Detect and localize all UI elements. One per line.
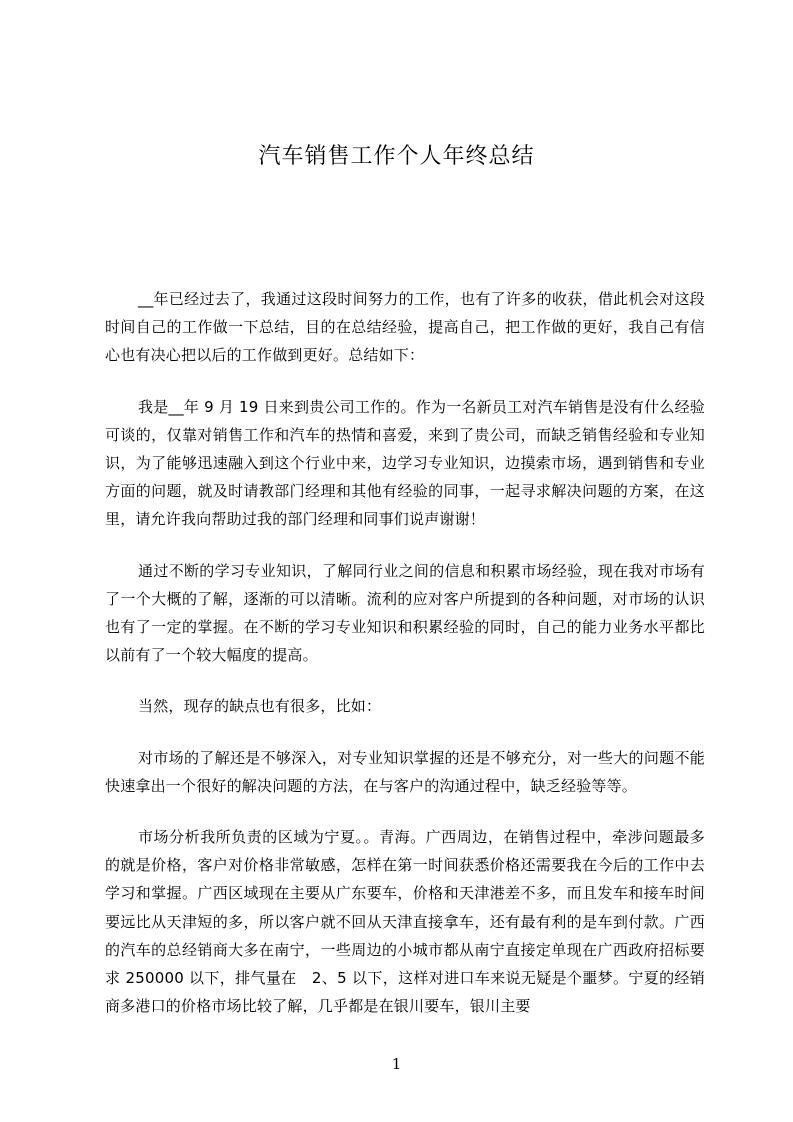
document-body [105, 285, 705, 1043]
paragraph-learning: 通过不断的学习专业知识，了解同行业之间的信息和积累市场经验，现在我对市场有了一个大概的了解，逐渐的可以清晰。流利的应对客户所提到的各种问题，对市场的认识也有了一定的掌握。在不断的学习专业知识和积累经验的同时，自己的能力业务水平都比以前有了一个较大幅度的提高。 [105, 561, 705, 665]
paragraph-joining: 我是__年 9 月 19 日来到贵公司工作的。作为一名新员工对汽车销售是没有什么经验可谈的，仅靠对销售工作和汽车的热情和喜爱，来到了贵公司，而缺乏销售经验和专业知识，为了能够迅速融入到这个行业中来，边学习专业知识，边摸索市场，遇到销售和专业方面的问题，就及时请教部门经理和其他有经验的同事，一起寻求解决问题的方案，在这里，请允许我向帮助过我的部门经理和同事们说声谢谢！ [105, 397, 705, 529]
paragraph-shortcomings-intro: 当然，现存的缺点也有很多，比如： [138, 697, 382, 716]
page-number: 1 [391, 1055, 402, 1073]
document-title: 汽车销售工作个人年终总结 [258, 144, 535, 169]
paragraph-intro: __年已经过去了，我通过这段时间努力的工作，也有了许多的收获，借此机会对这段时间自己的工作做一下总结，目的在总结经验，提高自己，把工作做的更好，我自己有信心也有决心把以后的工作做到更好。总结如下： [105, 290, 705, 365]
paragraph-shortcomings: 对市场的了解还是不够深入，对专业知识掌握的还是不够充分，对一些大的问题不能快速拿出一个很好的解决问题的方法，在与客户的沟通过程中，缺乏经验等等。 [105, 748, 705, 795]
paragraph-market-analysis: 市场分析我所负责的区域为宁夏。。青海。广西周边，在销售过程中，牵涉问题最多的就是价格，客户对价格非常敏感，怎样在第一时间获悉价格还需要我在今后的工作中去学习和掌握。广西区域现在主要从广东要车，价格和天津港差不多，而且发车和接车时间要远比从天津短的多，所以客户就不回从天津直接拿车，还有最有利的是车到付款。广西的汽车的总经销商大多在南宁，一些周边的小城市都从南宁直接定单现在广西政府招标要求 250000 以下，排气量在 2、5 以下，这样对进口车来说无疑是个噩梦。宁夏的经销商多港口的价格市场比较了解，几乎都是在银川要车，银川主要 [105, 828, 705, 1016]
